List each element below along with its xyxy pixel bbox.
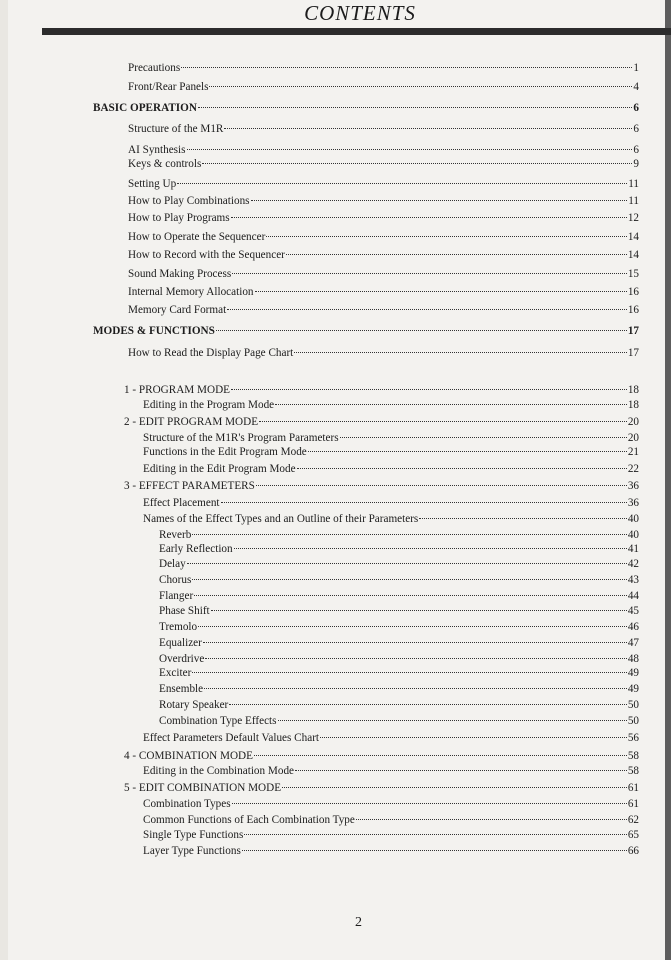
dot-leader bbox=[198, 626, 627, 627]
toc-entry bbox=[124, 383, 639, 397]
toc-entry-page: 20 bbox=[627, 432, 639, 444]
toc-entry bbox=[159, 542, 639, 556]
toc-entry bbox=[143, 496, 639, 510]
toc-entry bbox=[143, 398, 639, 412]
toc-entry-page: 14 bbox=[627, 249, 639, 261]
toc-entry-label: 4 - COMBINATION MODE bbox=[124, 750, 253, 762]
toc-entry-label: Sound Making Process bbox=[128, 268, 232, 280]
dot-leader bbox=[205, 658, 626, 659]
dot-leader bbox=[295, 770, 627, 771]
dot-leader bbox=[194, 595, 627, 596]
toc-entry bbox=[143, 844, 639, 858]
dot-leader bbox=[198, 107, 632, 108]
toc-entry bbox=[128, 285, 639, 299]
toc-entry-label: Editing in the Edit Program Mode bbox=[143, 463, 296, 475]
dot-leader bbox=[282, 787, 627, 788]
toc-entry-page: 18 bbox=[627, 399, 639, 411]
toc-entry-label: BASIC OPERATION bbox=[93, 102, 197, 114]
dot-leader bbox=[308, 451, 627, 452]
toc-entry-page: 50 bbox=[627, 699, 639, 711]
toc-entry bbox=[128, 143, 639, 157]
toc-entry bbox=[159, 528, 639, 542]
toc-entry-label: Combination Types bbox=[143, 798, 231, 810]
dot-leader bbox=[181, 67, 632, 68]
dot-leader bbox=[259, 421, 627, 422]
toc-entry-page: 36 bbox=[627, 480, 639, 492]
dot-leader bbox=[320, 737, 627, 738]
toc-entry bbox=[159, 682, 639, 696]
dot-leader bbox=[256, 485, 627, 486]
toc-entry-label: Setting Up bbox=[128, 178, 177, 190]
toc-entry bbox=[128, 248, 639, 262]
dot-leader bbox=[232, 803, 627, 804]
toc-entry-page: 56 bbox=[627, 732, 639, 744]
toc-entry-page: 16 bbox=[627, 304, 639, 316]
dot-leader bbox=[192, 672, 627, 673]
toc-entry-page: 6 bbox=[633, 123, 639, 135]
toc-entry-label: Names of the Effect Types and an Outline of their Parameters bbox=[143, 513, 419, 525]
toc-entry-label: Editing in the Program Mode bbox=[143, 399, 275, 411]
dot-leader bbox=[229, 704, 627, 705]
toc-entry-label: Structure of the M1R bbox=[128, 123, 224, 135]
dot-leader bbox=[275, 404, 627, 405]
toc-entry bbox=[159, 589, 639, 603]
dot-leader bbox=[203, 642, 627, 643]
toc-entry-label: Ensemble bbox=[159, 683, 204, 695]
scan-edge-shadow bbox=[665, 0, 671, 960]
toc-entry-page: 49 bbox=[627, 667, 639, 679]
toc-entry-label: Precautions bbox=[128, 62, 181, 74]
toc-entry-label: Effect Placement bbox=[143, 497, 220, 509]
toc-entry-page: 40 bbox=[627, 513, 639, 525]
dot-leader bbox=[204, 688, 627, 689]
dot-leader bbox=[187, 563, 627, 564]
toc-entry-label: Early Reflection bbox=[159, 543, 233, 555]
toc-entry bbox=[128, 194, 639, 208]
toc-entry-label: Reverb bbox=[159, 529, 192, 541]
dot-leader bbox=[232, 273, 627, 274]
toc-entry bbox=[128, 211, 639, 225]
toc-entry-page: 44 bbox=[627, 590, 639, 602]
toc-entry-page: 43 bbox=[627, 574, 639, 586]
toc-entry bbox=[143, 462, 639, 476]
dot-leader bbox=[192, 579, 626, 580]
dot-leader bbox=[231, 217, 627, 218]
toc-entry-label: Common Functions of Each Combination Type bbox=[143, 814, 355, 826]
toc-entry bbox=[159, 652, 639, 666]
toc-entry-label: Phase Shift bbox=[159, 605, 210, 617]
toc-entry bbox=[159, 714, 639, 728]
dot-leader bbox=[294, 352, 627, 353]
dot-leader bbox=[177, 183, 627, 184]
dot-leader bbox=[227, 309, 627, 310]
toc-entry-label: Tremolo bbox=[159, 621, 198, 633]
page-title: CONTENTS bbox=[304, 1, 416, 25]
toc-entry-label: Overdrive bbox=[159, 653, 205, 665]
toc-entry-page: 16 bbox=[627, 286, 639, 298]
toc-entry-label: 1 - PROGRAM MODE bbox=[124, 384, 230, 396]
toc-entry-page: 17 bbox=[627, 325, 639, 337]
toc-entry-label: Keys & controls bbox=[128, 158, 202, 170]
dot-leader bbox=[266, 236, 627, 237]
dot-leader bbox=[187, 149, 633, 150]
toc-entry bbox=[128, 157, 639, 171]
toc-entry-label: 2 - EDIT PROGRAM MODE bbox=[124, 416, 259, 428]
toc-entry-label: Flanger bbox=[159, 590, 194, 602]
toc-entry-page: 17 bbox=[627, 347, 639, 359]
toc-entry-label: Delay bbox=[159, 558, 186, 570]
toc-entry-page: 61 bbox=[627, 798, 639, 810]
toc-entry-page: 49 bbox=[627, 683, 639, 695]
toc-entry bbox=[159, 666, 639, 680]
toc-entry bbox=[159, 557, 639, 571]
toc-entry bbox=[143, 828, 639, 842]
toc-entry bbox=[128, 122, 639, 136]
toc-entry-label: Effect Parameters Default Values Chart bbox=[143, 732, 320, 744]
toc-entry-page: 21 bbox=[627, 446, 639, 458]
toc-entry-label: Equalizer bbox=[159, 637, 202, 649]
toc-entry bbox=[128, 80, 639, 94]
dot-leader bbox=[242, 850, 627, 851]
dot-leader bbox=[254, 755, 627, 756]
toc-entry bbox=[124, 415, 639, 429]
toc-entry-page: 22 bbox=[627, 463, 639, 475]
toc-entry-label: Memory Card Format bbox=[128, 304, 227, 316]
page-edge bbox=[0, 0, 8, 960]
dot-leader bbox=[255, 291, 627, 292]
title-rule bbox=[42, 28, 671, 35]
dot-leader bbox=[231, 389, 627, 390]
dot-leader bbox=[234, 548, 627, 549]
toc-entry-page: 47 bbox=[627, 637, 639, 649]
toc-entry-page: 11 bbox=[628, 178, 639, 190]
toc-entry-label: Single Type Functions bbox=[143, 829, 244, 841]
toc-entry-page: 66 bbox=[627, 845, 639, 857]
toc-entry-label: Front/Rear Panels bbox=[128, 81, 209, 93]
toc-entry-page: 65 bbox=[627, 829, 639, 841]
dot-leader bbox=[211, 610, 627, 611]
toc-entry bbox=[159, 573, 639, 587]
toc-entry bbox=[143, 431, 639, 445]
toc-entry bbox=[93, 324, 639, 338]
toc-entry bbox=[159, 636, 639, 650]
dot-leader bbox=[251, 200, 628, 201]
toc-entry-label: Layer Type Functions bbox=[143, 845, 241, 857]
toc-entry-page: 15 bbox=[627, 268, 639, 280]
toc-entry-label: Rotary Speaker bbox=[159, 699, 229, 711]
toc-entry-label: How to Play Programs bbox=[128, 212, 230, 224]
toc-entry-page: 36 bbox=[627, 497, 639, 509]
toc-entry-label: Functions in the Edit Program Mode bbox=[143, 446, 307, 458]
toc-entry-label: Internal Memory Allocation bbox=[128, 286, 254, 298]
toc-entry bbox=[143, 731, 639, 745]
dot-leader bbox=[356, 819, 627, 820]
toc-entry-page: 1 bbox=[633, 62, 639, 74]
toc-entry bbox=[159, 604, 639, 618]
dot-leader bbox=[202, 163, 632, 164]
toc-entry bbox=[128, 267, 639, 281]
toc-entry-label: 3 - EFFECT PARAMETERS bbox=[124, 480, 255, 492]
toc-entry bbox=[124, 479, 639, 493]
toc-entry-page: 50 bbox=[627, 715, 639, 727]
toc-entry-page: 14 bbox=[627, 231, 639, 243]
toc-entry-page: 18 bbox=[627, 384, 639, 396]
toc-entry-page: 62 bbox=[627, 814, 639, 826]
dot-leader bbox=[192, 534, 627, 535]
toc-entry-page: 4 bbox=[633, 81, 639, 93]
dot-leader bbox=[278, 720, 627, 721]
toc-entry bbox=[93, 101, 639, 115]
toc-entry-label: 5 - EDIT COMBINATION MODE bbox=[124, 782, 282, 794]
toc-entry bbox=[143, 797, 639, 811]
toc-entry bbox=[124, 781, 639, 795]
toc-entry-page: 58 bbox=[627, 765, 639, 777]
toc-entry-page: 11 bbox=[628, 195, 639, 207]
toc-entry-page: 20 bbox=[627, 416, 639, 428]
toc-entry bbox=[159, 698, 639, 712]
toc-entry-page: 48 bbox=[627, 653, 639, 665]
toc-entry-page: 41 bbox=[627, 543, 639, 555]
toc-entry-page: 6 bbox=[633, 102, 639, 114]
toc-entry-label: How to Record with the Sequencer bbox=[128, 249, 285, 261]
toc-entry-label: MODES & FUNCTIONS bbox=[93, 325, 215, 337]
toc-entry bbox=[124, 749, 639, 763]
dot-leader bbox=[216, 330, 627, 331]
toc-entry-page: 42 bbox=[627, 558, 639, 570]
toc-entry bbox=[159, 620, 639, 634]
dot-leader bbox=[419, 518, 627, 519]
toc-entry-label: How to Read the Display Page Chart bbox=[128, 347, 294, 359]
toc-entry bbox=[128, 230, 639, 244]
toc-entry-page: 61 bbox=[627, 782, 639, 794]
toc-entry-label: How to Operate the Sequencer bbox=[128, 231, 266, 243]
page-number: 2 bbox=[355, 915, 362, 930]
toc-entry bbox=[143, 813, 639, 827]
toc-entry-page: 6 bbox=[633, 144, 639, 156]
toc-entry-page: 46 bbox=[627, 621, 639, 633]
toc-entry-page: 40 bbox=[627, 529, 639, 541]
toc-entry-label: Chorus bbox=[159, 574, 192, 586]
dot-leader bbox=[221, 502, 627, 503]
dot-leader bbox=[286, 254, 627, 255]
toc-entry-label: Structure of the M1R's Program Parameters bbox=[143, 432, 339, 444]
dot-leader bbox=[244, 834, 626, 835]
toc-entry bbox=[128, 346, 639, 360]
toc-entry bbox=[143, 764, 639, 778]
toc-entry-label: How to Play Combinations bbox=[128, 195, 250, 207]
toc-entry bbox=[143, 445, 639, 459]
toc-entry bbox=[128, 61, 639, 75]
toc-entry-page: 12 bbox=[627, 212, 639, 224]
dot-leader bbox=[340, 437, 627, 438]
toc-entry bbox=[128, 177, 639, 191]
dot-leader bbox=[209, 86, 632, 87]
toc-entry-label: Exciter bbox=[159, 667, 192, 679]
toc-entry-label: Editing in the Combination Mode bbox=[143, 765, 295, 777]
toc-entry-label: AI Synthesis bbox=[128, 144, 186, 156]
toc-entry-label: Combination Type Effects bbox=[159, 715, 277, 727]
toc-entry bbox=[128, 303, 639, 317]
toc-entry-page: 58 bbox=[627, 750, 639, 762]
toc-entry-page: 9 bbox=[633, 158, 639, 170]
toc-entry-page: 45 bbox=[627, 605, 639, 617]
dot-leader bbox=[297, 468, 627, 469]
toc-entry bbox=[143, 512, 639, 526]
dot-leader bbox=[224, 128, 632, 129]
